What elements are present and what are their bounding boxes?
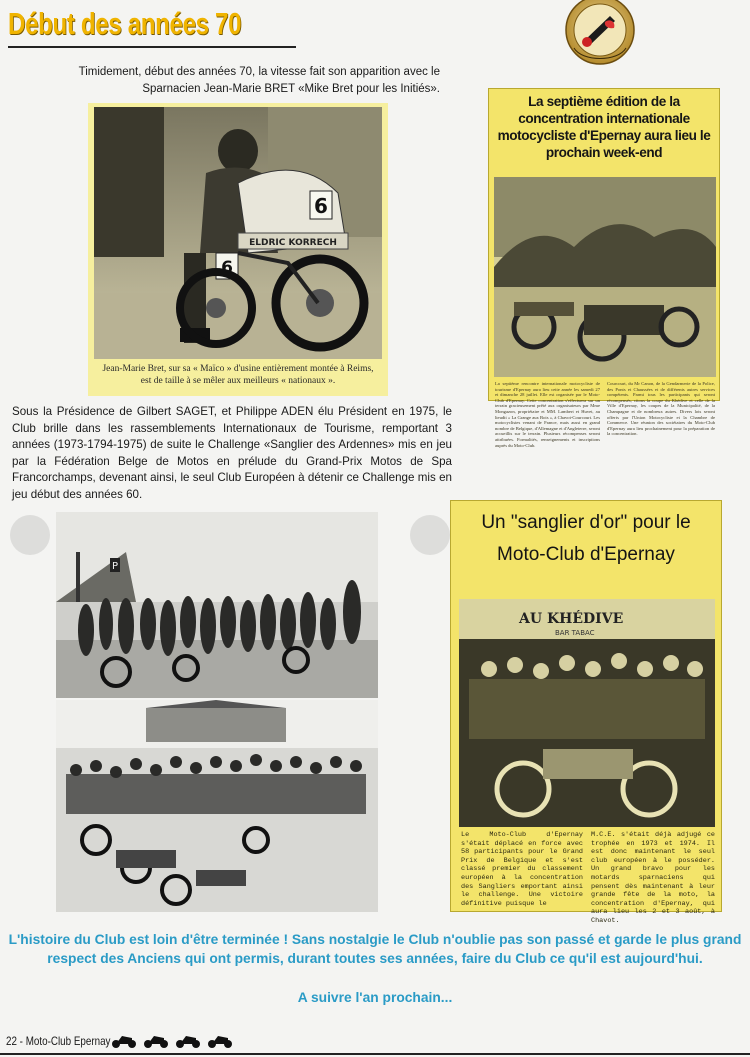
footer-rule: [0, 1053, 750, 1055]
crowd-photo-bottom: [56, 700, 378, 912]
clipping1-col-left: La septième rencontre internationale motocycliste de tourisme d'Epernay aura lieu cette année les samedi 27 et dimanche 28 juillet. Elle est organisée par le Moto-Club d'Epernay. Cette concentration s'effectuera sur un terrain gracieusement prêté aux organisateurs par Mme Mongazon, propriétaire et MM. Lambert et Huvet, au lieudit « La Grange aux Bois », à Chavot-Courcourt. Les motocyclistes venant de France, mais aussi en grand nombre de Belgique, d'Allemagne et d'Angleterre, seront accueillis sur le terrain. Plusieurs récompenses seront attribuées. Formalités, renseignements et inscriptions auprès du Moto-Club.: [495, 381, 600, 448]
khedive-sign-sub: BAR TABAC: [555, 629, 595, 637]
closing-text: L'histoire du Club est loin d'être terminée ! Sans nostalgie le Club n'oublie pas son passé et garde le plus grand respect des Anciens qui ont permis, durant toutes ses années, faire du Club ce qu'il est aujourd'hui.: [8, 932, 742, 966]
clipping2-col-right: M.C.E. s'était déjà adjugé ce trophée en 1973 et 1974. Il est donc maintenant le seul club européen à le posséder. Un grand bravo pour les motards sparnaciens qui pensent dès maintenant à leur grande fête de la moto, la concentration d'Epernay, qui aura lieu les 2 et 3 août, à Chavot.: [591, 831, 715, 925]
clipping2-col-left: Le Moto-Club d'Epernay s'était déplacé en force avec 58 participants pour le Grand Prix de Belgique et s'est classé premier du classement européen à la concentration des Sangliers emportant ainsi le challenge. Une victoire définitive puisque le: [461, 831, 583, 908]
racer-photo-image: [88, 103, 388, 396]
racer-photo: [88, 103, 388, 396]
racer-photo-caption: Jean-Marie Bret, sur sa « Maïco » d'usine entièrement montée à Reims, est de taille à se mêler aux meilleurs « nationaux ».: [102, 364, 374, 386]
newspaper-clipping-sanglier: [450, 500, 722, 925]
page-title: Début des années 70: [8, 6, 242, 41]
svg-text:P: P: [111, 561, 119, 572]
race-number-side: 6: [221, 258, 233, 278]
page-footer: 22 - Moto-Club Epernay: [6, 1034, 111, 1048]
crowd-photo-bottom-image: [56, 700, 378, 912]
club-logo-icon: [558, 0, 642, 74]
clipping2-photo: [459, 599, 715, 827]
fairing-text: ELDRIC KORRECH: [249, 238, 337, 248]
to-be-continued: A suivre l'an prochain...: [297, 990, 453, 1005]
title-underline: [8, 46, 296, 48]
khedive-sign: AU KHÉDIVE: [519, 611, 624, 627]
race-number-fairing: 6: [314, 194, 328, 218]
group-photo-top: [56, 512, 378, 698]
intro-text: Timidement, début des années 70, la vitesse fait son apparition avec le Sparnacien Jean-Marie BRET «Mike Bret pour les Initiés».: [78, 66, 440, 95]
clipping1-photo: [494, 177, 716, 377]
body-paragraph: Sous la Présidence de Gilbert SAGET, et Philippe ADEN élu Président en 1975, le Club brille dans les rassemblements Internationaux de Tourisme, remportant 3 années (1973-1794-1975) de suite le Challenge «Sanglier des Ardennes» mis en jeu par la Fédération Belge de Motos en prélude du Grand-Prix Motos de Spa Francorchamps, devenant ainsi, le seul Club Européen à détenir ce Challenge mis en jeu début des années 60.: [12, 405, 452, 501]
clipping1-col-right: Courcourt, du Mr Canon, de la Gendarmerie de la Police, des Ponts et Chaussées et de différents autres services compétents. Parmi tous les participants qui seront récompensés, citons la coupe du Khédive et celle de la Ville d'Epernay, les coupes de la Municipalité, de la Champagne et de nombreux autres. Divers lots seront offerts par l'Union Motocycliste et la Chambre de Commerce. Une réunion des sociétaires du Moto-Club d'Epernay aura lieu prochainement pour la préparation de la concentration.: [607, 381, 715, 437]
motorbike-icons: [110, 1030, 240, 1050]
clipping2-headline: Un "sanglier d'or" pour le Moto-Club d'Epernay: [481, 512, 691, 565]
newspaper-clipping-concentration: [488, 88, 720, 448]
clipping1-headline: La septième édition de la concentration internationale motocycliste d'Epernay aura lieu le prochain week-end: [497, 94, 711, 160]
group-photo-top-image: [56, 512, 378, 698]
